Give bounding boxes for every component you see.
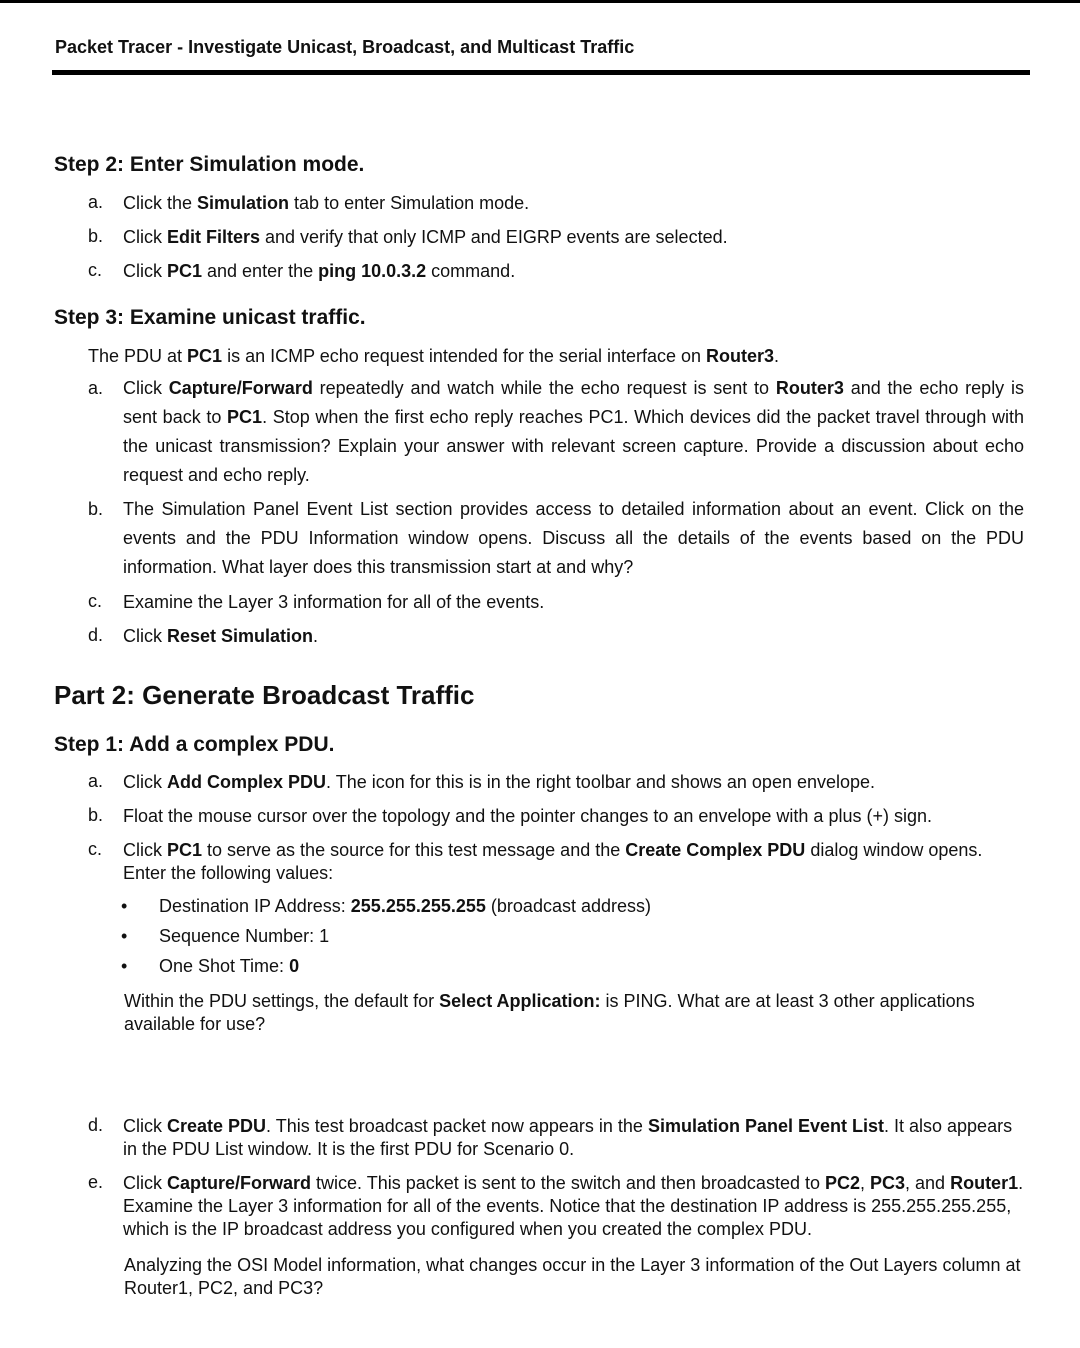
- item-text: Click PC1 and enter the ping 10.0.3.2 command.: [123, 261, 516, 281]
- step3-item-a: [88, 374, 1024, 490]
- item-label: a.: [88, 192, 104, 212]
- step3-item-b: [88, 495, 1024, 582]
- step2-heading: Step 2: Enter Simulation mode.: [54, 153, 365, 176]
- item-label: a.: [88, 378, 104, 398]
- item-text: Click PC1 to serve as the source for this test message and the Create Complex PDU dialog window opens. Enter the following values:: [123, 840, 983, 883]
- step1-item-c: [88, 839, 1024, 885]
- step2-item-a: [88, 192, 1024, 215]
- item-text: Examine the Layer 3 information for all of the events.: [123, 592, 545, 612]
- step3-item-d: [88, 625, 1024, 648]
- document-header-title: Packet Tracer - Investigate Unicast, Broadcast, and Multicast Traffic: [55, 37, 635, 57]
- item-text: Click the Simulation tab to enter Simulation mode.: [123, 193, 530, 213]
- item-label: d.: [88, 625, 104, 645]
- bullet-text: Sequence Number: 1: [159, 926, 330, 946]
- item-label: d.: [88, 1115, 104, 1135]
- bullet-sequence-number: [121, 926, 329, 947]
- bullet-dot: •: [121, 896, 128, 916]
- step2-item-c: [88, 260, 1024, 283]
- step1-c-question: Within the PDU settings, the default for Select Application: is PING. What are at least 3 other applications available for use?: [124, 991, 975, 1034]
- item-text: Click Create PDU. This test broadcast packet now appears in the Simulation Panel Event List. It also appears in the PDU List window. It is the first PDU for Scenario 0.: [123, 1116, 1013, 1159]
- step1-e-question: Analyzing the OSI Model information, what changes occur in the Layer 3 information of the Out Layers column at Router1, PC2, and PC3?: [124, 1255, 1021, 1298]
- bullet-one-shot-time: [121, 956, 299, 977]
- step3-intro: The PDU at PC1 is an ICMP echo request intended for the serial interface on Router3.: [88, 346, 780, 366]
- item-text: Click Capture/Forward repeatedly and watch while the echo request is sent to Router3 and the echo reply is sent back to PC1. Stop when the first echo reply reaches PC1. Which devices did the packet travel through with the unicast transmission? Explain your answer with relevant screen capture. Provide a discussion about echo request and echo reply.: [123, 378, 1025, 485]
- item-text: Click Reset Simulation.: [123, 626, 319, 646]
- header-rule: [52, 70, 1030, 75]
- step3-heading: Step 3: Examine unicast traffic.: [54, 306, 366, 329]
- step1-item-b: [88, 805, 1024, 828]
- item-label: c.: [88, 591, 103, 611]
- step1-heading: Step 1: Add a complex PDU.: [54, 733, 335, 756]
- step3-item-c: [88, 591, 1024, 614]
- item-text: Click Edit Filters and verify that only ICMP and EIGRP events are selected.: [123, 227, 728, 247]
- step1-item-e: [88, 1172, 1024, 1241]
- top-border-line: [0, 0, 1080, 3]
- item-label: a.: [88, 771, 104, 791]
- step1-item-d: [88, 1115, 1024, 1161]
- part2-heading: Part 2: Generate Broadcast Traffic: [54, 680, 475, 710]
- item-text: The Simulation Panel Event List section provides access to detailed information about an event. Click on the events and the PDU Information window opens. Discuss all the details of the events based on the PDU information. What layer does this transmission start at and why?: [123, 499, 1024, 577]
- item-text: Click Add Complex PDU. The icon for this is in the right toolbar and shows an open envelope.: [123, 772, 876, 792]
- item-label: e.: [88, 1172, 104, 1192]
- step1-item-a: [88, 771, 1024, 794]
- step2-item-b: [88, 226, 1024, 249]
- item-text: Click Capture/Forward twice. This packet is sent to the switch and then broadcasted to PC2, PC3, and Router1. Examine the Layer 3 information for all of the events. Notice that the destination IP address is 255.255.255.255, which is the IP broadcast address you configured when you created the complex PDU.: [123, 1173, 1024, 1239]
- item-text: Float the mouse cursor over the topology and the pointer changes to an envelope with a plus (+) sign.: [123, 806, 932, 826]
- bullet-text: One Shot Time: 0: [159, 956, 300, 976]
- bullet-destination-ip: [121, 896, 651, 917]
- item-label: b.: [88, 226, 104, 246]
- item-label: c.: [88, 839, 103, 859]
- bullet-dot: •: [121, 926, 128, 946]
- bullet-text: Destination IP Address: 255.255.255.255 (broadcast address): [159, 896, 651, 916]
- item-label: b.: [88, 805, 104, 825]
- bullet-dot: •: [121, 956, 128, 976]
- item-label: c.: [88, 260, 103, 280]
- item-label: b.: [88, 499, 104, 519]
